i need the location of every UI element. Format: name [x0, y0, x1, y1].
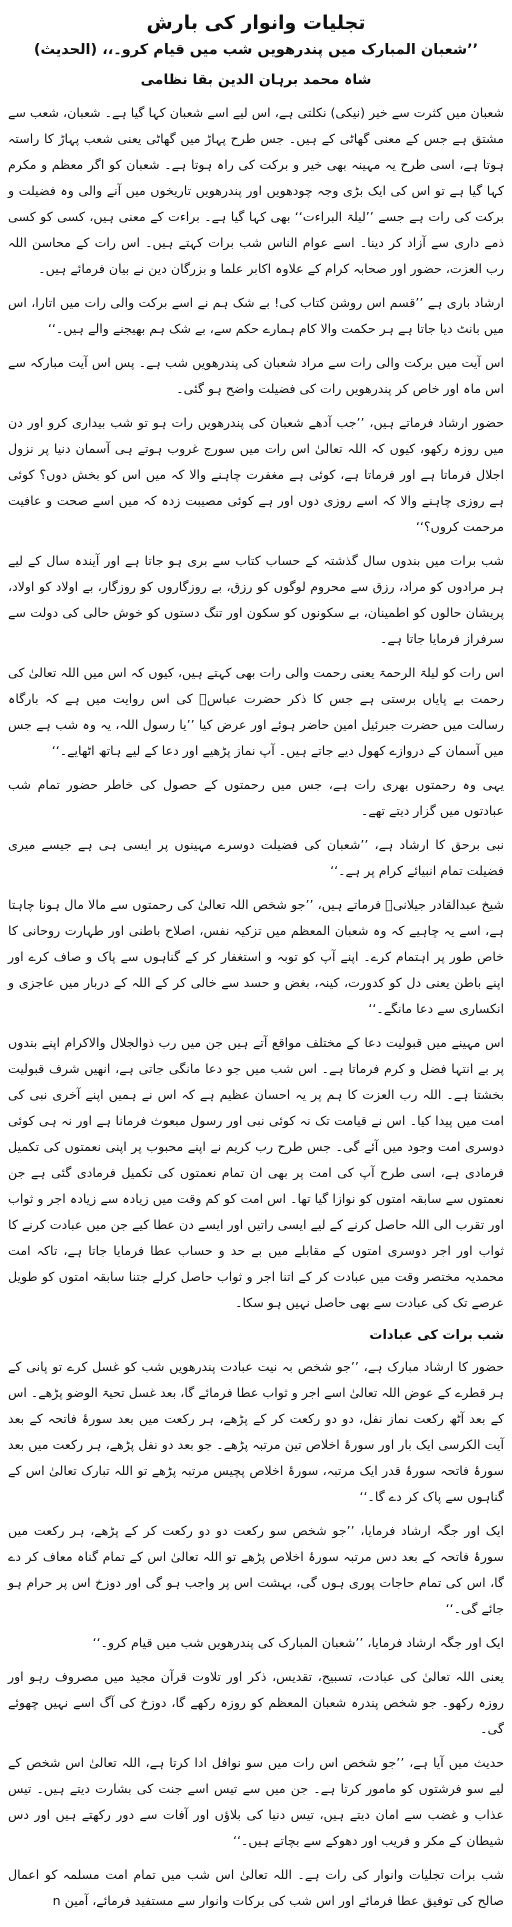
article-author: شاہ محمد برہان الدین بقا نظامی	[140, 72, 372, 88]
paragraph: شب برات تجلیات وانوار کی رات ہے۔ اللہ تعالیٰ اس شب میں تمام امت مسلمہ کو اعمال صالح کی توفیق عطا فرمائے اور اس شب کی برکات وانوار سے مستفید فرمائے، آمین n	[8, 1867, 504, 1908]
paragraph: ایک اور جگہ ارشاد فرمایا، ’’جو شخص سو رکعت دو دو رکعت کر کے پڑھے، ہر رکعت میں سورۂ فاتحہ کے بعد دس مرتبہ سورۂ اخلاص پڑھے تو اللہ تعالیٰ اس کے تمام گناہ معاف کر دے گا، اس کی تمام حاجات پوری ہوں گی، بہشت اس پر واجب ہو گی اور دوزخ اس پر حرام ہو جائے گی۔‘‘	[8, 1523, 504, 1616]
section-heading: شب برات کی عبادات	[369, 1328, 504, 1343]
paragraph: حدیث میں آیا ہے، ’’جو شخص اس رات میں سو نوافل ادا کرتا ہے، اللہ تعالیٰ اس شخص کے لیے سو فرشتوں کو مامور کرتا ہے۔ جن میں سے تیس اسے جنت کی بشارت دیتے ہیں۔ تیس عذاب و غضب سے امان دیتے ہیں، تیس دنیا کی بلاؤں اور آفات سے دور رکھتے ہیں اور دس شیطان کے مکر و فریب اور دھوکے سے بچاتے ہیں۔‘‘	[8, 1755, 504, 1848]
paragraph: ایک اور جگہ ارشاد فرمایا، ’’شعبان المبارک کی پندرھویں شب میں قیام کرو۔‘‘	[92, 1635, 504, 1650]
paragraph: ارشاد باری ہے ’’قسم اس روشن کتاب کی! بے شک ہم نے اسے برکت والی رات میں اتارا، اس میں بانٹ دیا جاتا ہے ہر حکمت والا کام ہمارے حکم سے، بے شک ہم بھیجنے والے ہیں۔‘‘	[8, 295, 504, 336]
article-title: تجلیات وانوار کی بارش	[146, 12, 366, 34]
paragraph: یہی وہ رحمتوں بھری رات ہے، جس میں رحمتوں کے حصول کی خاطر حضور تمام شب عبادتوں میں گزار دیتے تھے۔	[8, 777, 504, 818]
paragraph: یعنی اللہ تعالیٰ کی عبادت، تسبیح، تقدیس، ذکر اور تلاوت قرآن مجید میں مصروف رہو اور روزہ رکھو۔ جو شخص پندرہ شعبان المعظم کو روزہ رکھے گا، دوزخ کی آگ اسے نہیں چھوئے گی۔	[8, 1669, 504, 1736]
paragraph: اس آیت میں برکت والی رات سے مراد شعبان کی پندرھویں شب ہے۔ پس اس آیت مبارکہ سے اس ماہ اور خاص کر پندرھویں رات کی فضیلت واضح ہو گئی۔	[8, 355, 504, 396]
paragraph: شیخ عبدالقادر جیلانیؒ فرماتے ہیں، ’’جو شخص اللہ تعالیٰ کی رحمتوں سے مالا مال ہونا چاہتا ہے، اسے یہ چاہیے کہ وہ شعبان المعظم میں تزکیہ نفس، اصلاح باطنی اور طہارت روحانی کا خاص طور پر اہتمام کرے۔ اپنے آپ کو توبہ و استغفار کر کے گناہوں سے پاک و صاف کرے اور اپنے باطن یعنی دل کو کدورت، کینہ، بغض و حسد سے خالی کر کے اللہ کے دربار میں عاجزی و انکساری سے دعا مانگے۔‘‘	[8, 897, 504, 1016]
paragraph: شب برات میں بندوں سال گذشتہ کے حساب کتاب سے بری ہو جاتا ہے اور آیندہ سال کے لیے ہر مرادوں کو مراد، رزق سے محروم لوگوں کو رزق، بے روزگاروں کو روزگار، بے اولاد کو اولاد، پریشان حالوں کو اطمینان، بے سکونوں کو سکون اور تنگ دستوں کو خوش حالی کی دولت سے سرفراز فرمایا جاتا ہے۔	[8, 553, 504, 646]
paragraph: نبی برحق کا ارشاد ہے، ’’شعبان کی فضیلت دوسرے مہینوں پر ایسی ہی ہے جیسے میری فضیلت تمام انبیائے کرام پر ہے۔‘‘	[8, 837, 504, 878]
article-body	[8, 100, 504, 1914]
paragraph: شعبان میں کثرت سے خیر (نیکی) نکلتی ہے، اس لیے اسے شعبان کہا گیا ہے۔ شعبان، شعب سے مشتق ہے جس کے معنی گھاٹی کے ہیں۔ جس طرح پہاڑ میں گھاٹی یعنی شعب پہاڑ کا راستہ ہوتا ہے، اسی طرح یہ مہینہ بھی خیر و برکت کی راہ ہوتا ہے۔ شعبان کو اگر معظم و مکرم کہا گیا ہے تو اس کی ایک بڑی وجہ چودھویں اور پندرھویں تاریخوں میں آنے والی وہ فضیلت و برکت کی رات ہے جسے ’’لیلۃ البراءت‘‘ بھی کہا گیا ہے۔ براءت کے معنی ہیں، کسی کو کسی ذمے داری سے آزاد کر دینا۔ اسے عوام الناس شب برات کہتے ہیں۔ اس رات کے محاسن اللہ رب العزت، حضور اور صحابہ کرام کے علاوہ اکابر علما و بزرگان دین نے بیان فرمائے ہیں۔	[8, 105, 504, 276]
paragraph: اس رات کو لیلۃ الرحمۃ یعنی رحمت والی رات بھی کہتے ہیں، کیوں کہ اس میں اللہ تعالیٰ کی رحمت بے پایاں برستی ہے جس کا ذکر حضرت عباسؓ کی اس روایت میں ہے کہ بارگاہ رسالت میں حضرت جبرئیل امین حاضر ہوئے اور عرض کیا ’’یا رسول اللہ، یہ وہ شب ہے جس میں آسمان کے دروازے کھول دیے جاتے ہیں۔ آپ نماز پڑھیے اور دعا کے لیے ہاتھ اٹھایے۔‘‘	[8, 665, 504, 758]
article-subtitle: ’’شعبان المبارک میں پندرھویں شب میں قیام کرو۔،، (الحدیث)	[33, 42, 479, 58]
paragraph: اس مہینے میں قبولیت دعا کے مختلف مواقع آتے ہیں جن میں رب ذوالجلال والاکرام اپنے بندوں پر بے انتہا فضل و کرم فرماتا ہے۔ اس شب میں جو دعا مانگی جاتی ہے، انھیں شرف قبولیت بخشتا ہے۔ اللہ رب العزت کا ہم پر یہ احسان عظیم ہے کہ اس نے ہمیں اپنے آخری نبی کی امت میں پیدا کیا۔ اس نے قیامت تک نہ کوئی نبی اور رسول مبعوث فرمانا ہے اور نہ ہی کوئی دوسری امت وجود میں آئے گی۔ جس طرح رب کریم نے اپنے محبوب پر اپنی نعمتوں کی تکمیل فرمادی ہے، اسی طرح آپ کی امت پر بھی ان تمام نعمتوں کی تکمیل فرمادی گئی ہے جن نعمتوں سے سابقہ امتوں کو نوازا گیا تھا۔ اس امت کو کم وقت میں زیادہ سے زیادہ اجر و ثواب اور تقرب الی اللہ حاصل کرنے کے لیے ایسی راتیں اور ایسے دن عطا کیے جن میں عبادت کرنے کا ثواب اور اجر دوسری امتوں کے مقابلے میں بے حد و حساب عطا فرمایا جاتا ہے، تاکہ امت محمدیہ مختصر وقت میں عبادت کر کے اتنا اجر و ثواب حاصل کرلے جتنا سابقہ امتوں کو طویل عرصے تک کی عبادت سے بھی حاصل نہیں ہو سکا۔	[8, 1035, 504, 1310]
paragraph: حضور ارشاد فرماتے ہیں، ’’جب آدھے شعبان کی پندرھویں رات ہو تو شب بیداری کرو اور دن میں روزہ رکھو، کیوں کہ اللہ تعالیٰ اس رات میں سورج غروب ہوتے ہی آسمان دنیا پر نزول اجلال فرماتا ہے اور فرماتا ہے، کوئی ہے مغفرت چاہنے والا کہ میں اس کو بخش دوں؟ کوئی ہے روزی چاہنے والا کہ اسے روزی دوں اور ہے کوئی مصیبت زدہ کہ میں اسے صحت و عافیت مرحمت کروں؟‘‘	[8, 415, 504, 534]
paragraph: حضور کا ارشاد مبارک ہے، ’’جو شخص بہ نیت عبادت پندرھویں شب کو غسل کرے تو پانی کے ہر قطرے کے عوض اللہ تعالیٰ اسے اجر و ثواب عطا فرمائے گا، بعد غسل تحیۃ الوضو پڑھے۔ اس کے بعد آٹھ رکعت نماز نفل، دو دو رکعت کر کے پڑھے، ہر رکعت میں بعد سورۂ فاتحہ کے بعد آیت الکرسی ایک بار اور سورۂ اخلاص تین مرتبہ پڑھے۔ جو بعد دو نفل پڑھے، ہر رکعت میں بعد سورۂ فاتحہ سورۂ قدر ایک مرتبہ، سورۂ اخلاص پچیس مرتبہ پڑھے تو اللہ تبارک تعالیٰ اس کے گناہوں سے پاک کر دے گا۔‘‘	[8, 1359, 504, 1504]
